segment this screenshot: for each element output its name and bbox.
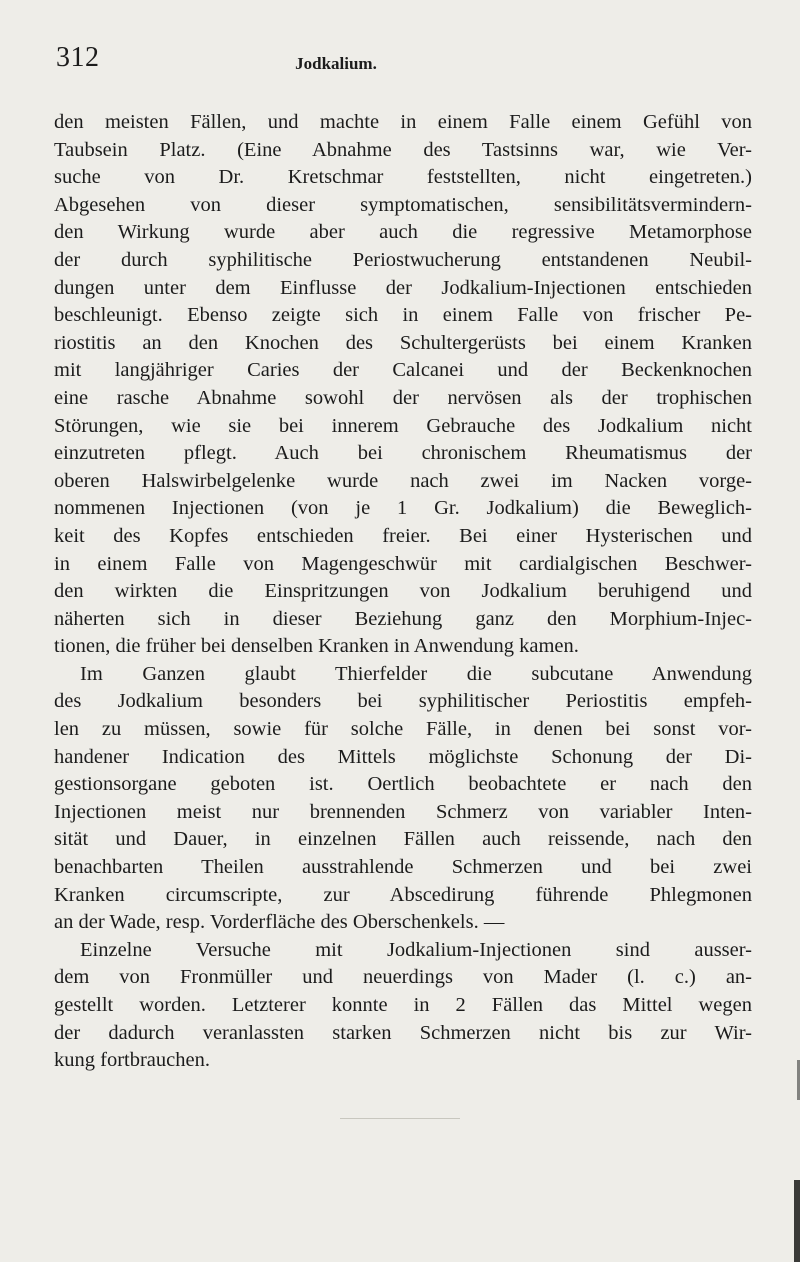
- page-number: 312: [56, 42, 100, 73]
- text-line: gestionsorgane geboten ist. Oertlich beobachtete er nach den: [54, 773, 752, 796]
- page-edge-shadow: [794, 1180, 800, 1262]
- text-line: Einzelne Versuche mit Jodkalium-Injectionen sind ausser-: [80, 938, 752, 961]
- text-line: einzutreten pflegt. Auch bei chronischem Rheumatismus der: [54, 442, 752, 465]
- text-line: der dadurch veranlassten starken Schmerzen nicht bis zur Wir-: [54, 1021, 752, 1044]
- text-line: eine rasche Abnahme sowohl der nervösen als der trophischen: [54, 386, 752, 409]
- text-line: Injectionen meist nur brennenden Schmerz von variabler Inten-: [54, 800, 752, 823]
- text-line: den Wirkung wurde aber auch die regressive Metamorphose: [54, 221, 752, 244]
- text-line: handener Indication des Mittels möglichste Schonung der Di-: [54, 745, 752, 768]
- text-line: oberen Halswirbelgelenke wurde nach zwei im Nacken vorge-: [54, 469, 752, 492]
- text-line: mit langjähriger Caries der Calcanei und der Beckenknochen: [54, 359, 752, 382]
- text-line: kung fortbrauchen.: [54, 1049, 210, 1072]
- text-line: riostitis an den Knochen des Schultergerüsts bei einem Kranken: [54, 331, 752, 354]
- text-line: Im Ganzen glaubt Thierfelder die subcutane Anwendung: [80, 662, 752, 685]
- text-line: gestellt worden. Letzterer konnte in 2 Fällen das Mittel wegen: [54, 994, 752, 1016]
- text-line: in einem Falle von Magengeschwür mit cardialgischen Beschwer-: [54, 552, 752, 575]
- text-line: des Jodkalium besonders bei syphilitischer Periostitis empfeh-: [54, 690, 752, 713]
- text-line: tionen, die früher bei denselben Kranken in Anwendung kamen.: [54, 635, 579, 658]
- text-line: suche von Dr. Kretschmar feststellten, nicht eingetreten.): [54, 166, 752, 189]
- text-line: Taubsein Platz. (Eine Abnahme des Tastsinns war, wie Ver-: [54, 138, 752, 161]
- text-line: Störungen, wie sie bei innerem Gebrauche des Jodkalium nicht: [54, 414, 752, 437]
- text-line: beschleunigt. Ebenso zeigte sich in einem Falle von frischer Pe-: [54, 304, 752, 327]
- text-line: Kranken circumscripte, zur Abscedirung führende Phlegmonen: [54, 883, 752, 906]
- running-head: [56, 42, 616, 82]
- text-line: benachbarten Theilen ausstrahlende Schmerzen und bei zwei: [54, 856, 752, 879]
- text-line: keit des Kopfes entschieden freier. Bei einer Hysterischen und: [54, 524, 752, 547]
- text-line: der durch syphilitische Periostwucherung entstandenen Neubil-: [54, 248, 752, 271]
- text-line: näherten sich in dieser Beziehung ganz den Morphium-Injec-: [54, 607, 752, 630]
- text-line: an der Wade, resp. Vorderfläche des Oberschenkels. —: [54, 911, 505, 934]
- text-line: nommenen Injectionen (von je 1 Gr. Jodkalium) die Beweglich-: [54, 497, 752, 520]
- text-line: den meisten Fällen, und machte in einem Falle einem Gefühl von: [54, 111, 752, 133]
- text-line: dungen unter dem Einflusse der Jodkalium-Injectionen entschieden: [54, 276, 752, 299]
- text-line: len zu müssen, sowie für solche Fälle, in denen bei sonst vor-: [54, 718, 752, 741]
- text-line: dem von Fronmüller und neuerdings von Mader (l. c.) an-: [54, 966, 752, 989]
- text-line: den wirkten die Einspritzungen von Jodkalium beruhigend und: [54, 580, 752, 603]
- text-line: sität und Dauer, in einzelnen Fällen auch reissende, nach den: [54, 828, 752, 851]
- text-line: Abgesehen von dieser symptomatischen, sensibilitätsvermindern-: [54, 193, 752, 216]
- body-text: [54, 109, 752, 1075]
- faint-rule: [340, 1118, 460, 1119]
- running-title: Jodkalium.: [295, 54, 377, 73]
